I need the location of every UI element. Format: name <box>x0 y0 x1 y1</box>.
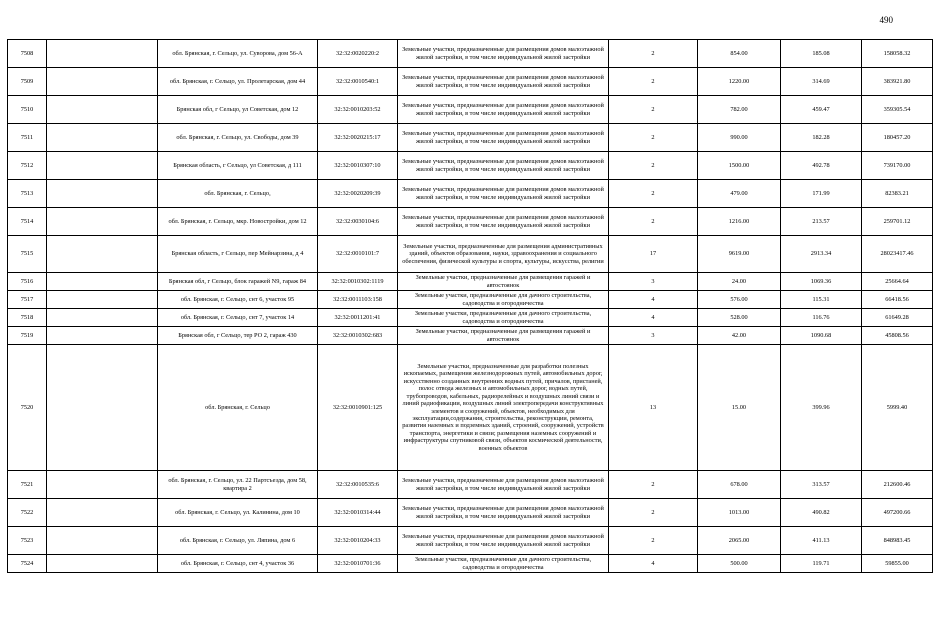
cell-address: обл. Брянская, г. Сельцо <box>158 345 318 471</box>
cell-cadastral-value: 848983.45 <box>862 527 933 555</box>
cell-group-code: 3 <box>609 327 698 345</box>
table-row <box>8 499 933 527</box>
cell-row-number: 7509 <box>8 68 47 96</box>
cell-permitted-use: Земельные участки, предназначенные для размещения домов малоэтажной жилой застройки, в том числе индивидуальной жилой застройки <box>398 152 609 180</box>
cell-group-code: 4 <box>609 555 698 573</box>
cell-cadastral-value: 158058.32 <box>862 40 933 68</box>
cell-area: 782.00 <box>698 96 781 124</box>
cell-empty <box>47 471 158 499</box>
table-row <box>8 273 933 291</box>
cell-group-code: 4 <box>609 291 698 309</box>
cell-cadastral-value: 82383.21 <box>862 180 933 208</box>
cell-cadastral-number: 32:32:0010314:44 <box>318 499 398 527</box>
cell-empty <box>47 309 158 327</box>
cell-area: 528.00 <box>698 309 781 327</box>
cell-permitted-use: Земельные участки, предназначенные для размещения гаражей и автостоянок <box>398 327 609 345</box>
cell-cadastral-number: 32:32:0020220:2 <box>318 40 398 68</box>
cell-permitted-use: Земельные участки, предназначенные для дачного строительства, садоводства и огородничества <box>398 291 609 309</box>
cell-address: обл. Брянская, г. Сельцо, ул. Пролетарская, дом 44 <box>158 68 318 96</box>
table-row <box>8 291 933 309</box>
cell-cadastral-number: 32:32:0010302:1119 <box>318 273 398 291</box>
cell-cadastral-number: 32:32:0010307:10 <box>318 152 398 180</box>
cell-group-code: 13 <box>609 345 698 471</box>
cell-specific-value: 490.82 <box>781 499 862 527</box>
cell-cadastral-number: 32:32:0010204:33 <box>318 527 398 555</box>
cell-address: обл. Брянская, г. Сельцо, ул. Суворова, дом 56-А <box>158 40 318 68</box>
cell-row-number: 7521 <box>8 471 47 499</box>
cell-specific-value: 213.57 <box>781 208 862 236</box>
cell-specific-value: 171.99 <box>781 180 862 208</box>
cell-empty <box>47 327 158 345</box>
cell-cadastral-number: 32:32:0010203:52 <box>318 96 398 124</box>
cell-address: обл. Брянская, г. Сельцо, <box>158 180 318 208</box>
cell-cadastral-value: 383921.80 <box>862 68 933 96</box>
cell-area: 500.00 <box>698 555 781 573</box>
cell-group-code: 3 <box>609 273 698 291</box>
cell-empty <box>47 152 158 180</box>
cell-empty <box>47 273 158 291</box>
cell-group-code: 2 <box>609 499 698 527</box>
cell-row-number: 7522 <box>8 499 47 527</box>
cell-group-code: 17 <box>609 236 698 273</box>
cell-cadastral-value: 359305.54 <box>862 96 933 124</box>
cell-cadastral-value: 739170.00 <box>862 152 933 180</box>
cell-address: обл. Брянская, г. Сельцо, снт 4, участок 36 <box>158 555 318 573</box>
table-row <box>8 180 933 208</box>
cell-cadastral-value: 28023417.46 <box>862 236 933 273</box>
cell-cadastral-number: 32:32:0011201:41 <box>318 309 398 327</box>
cell-group-code: 2 <box>609 96 698 124</box>
table-row <box>8 40 933 68</box>
table-row <box>8 345 933 471</box>
table-row <box>8 208 933 236</box>
cell-row-number: 7518 <box>8 309 47 327</box>
cell-row-number: 7514 <box>8 208 47 236</box>
cell-area: 1013.00 <box>698 499 781 527</box>
cell-permitted-use: Земельные участки, предназначенные для размещения домов малоэтажной жилой застройки, в том числе индивидуальной жилой застройки <box>398 471 609 499</box>
cell-group-code: 2 <box>609 527 698 555</box>
cell-row-number: 7512 <box>8 152 47 180</box>
cell-cadastral-number: 32:32:0010540:1 <box>318 68 398 96</box>
cell-cadastral-value: 259701.12 <box>862 208 933 236</box>
cell-permitted-use: Земельные участки, предназначенные для размещения домов малоэтажной жилой застройки, в том числе индивидуальной жилой застройки <box>398 180 609 208</box>
cell-cadastral-number: 32:32:0020209:39 <box>318 180 398 208</box>
cell-specific-value: 2913.34 <box>781 236 862 273</box>
cell-address: обл. Брянская, г. Сельцо, мкр. Новостройки, дом 12 <box>158 208 318 236</box>
cell-specific-value: 314.69 <box>781 68 862 96</box>
cell-address: обл. Брянская, г. Сельцо, снт 6, участок 95 <box>158 291 318 309</box>
cell-group-code: 2 <box>609 124 698 152</box>
table-row <box>8 327 933 345</box>
cell-empty <box>47 96 158 124</box>
cell-area: 1500.00 <box>698 152 781 180</box>
cell-address: Брянская обл, г Сельцо, блок гаражей N9, гараж 84 <box>158 273 318 291</box>
cell-row-number: 7515 <box>8 236 47 273</box>
cell-area: 990.00 <box>698 124 781 152</box>
cell-specific-value: 116.76 <box>781 309 862 327</box>
table-row <box>8 555 933 573</box>
cell-cadastral-number: 32:32:0010101:7 <box>318 236 398 273</box>
cell-cadastral-value: 180457.20 <box>862 124 933 152</box>
cell-area: 576.00 <box>698 291 781 309</box>
cell-permitted-use: Земельные участки, предназначенные для разработки полезных ископаемых, размещения железнодорожных путей, автомобильных дорог, искусственно созданных внутренних водных путей, причалов, пристаней, полос отвода железных и автомобильных дорог, водных путей, трубопроводов, кабельных, радиорелейных и воздушных линий связи и линий радиофикации, воздушных линий электропередачи конструктивных элементов и сооружений, объектов, необходимых для эксплуатации,содержания, строительства, реконструкции, ремонта, развития наземных и подземных зданий, строений, сооружений, устройств транспорта, энергетики и связи; размещения наземных сооружений и инфраструктуры спутниковой связи, объектов космической деятельности, военных объектов <box>398 345 609 471</box>
cell-specific-value: 399.96 <box>781 345 862 471</box>
cell-area: 9619.00 <box>698 236 781 273</box>
cell-specific-value: 459.47 <box>781 96 862 124</box>
cell-permitted-use: Земельные участки, предназначенные для размещения административных зданий, объектов образования, науки, здравоохранения и социального обеспечения, физической культуры и спорта, культуры, искусства, религии <box>398 236 609 273</box>
cell-cadastral-value: 66418.56 <box>862 291 933 309</box>
cell-permitted-use: Земельные участки, предназначенные для дачного строительства, садоводства и огородничества <box>398 309 609 327</box>
cell-row-number: 7511 <box>8 124 47 152</box>
cell-area: 24.00 <box>698 273 781 291</box>
cell-group-code: 2 <box>609 68 698 96</box>
cell-address: обл. Брянская, г. Сельцо, ул. 22 Партсъезда, дом 58, квартира 2 <box>158 471 318 499</box>
cell-address: обл. Брянская, г. Сельцо, ул. Свободы, дом 39 <box>158 124 318 152</box>
cell-address: Брянская обл, г Сельцо, ул Советская, дом 12 <box>158 96 318 124</box>
cell-cadastral-number: 32:32:0020215:17 <box>318 124 398 152</box>
cell-cadastral-number: 32:32:0010535:6 <box>318 471 398 499</box>
page-number: 490 <box>879 15 893 25</box>
cell-empty <box>47 68 158 96</box>
cell-row-number: 7524 <box>8 555 47 573</box>
cell-specific-value: 1090.68 <box>781 327 862 345</box>
cell-cadastral-number: 32:32:0010302:683 <box>318 327 398 345</box>
cell-area: 42.00 <box>698 327 781 345</box>
cell-area: 479.00 <box>698 180 781 208</box>
cell-row-number: 7513 <box>8 180 47 208</box>
cell-group-code: 2 <box>609 180 698 208</box>
cell-empty <box>47 236 158 273</box>
table-row <box>8 236 933 273</box>
cell-row-number: 7520 <box>8 345 47 471</box>
cell-address: Брянская обл, г Сельцо, тер РО 2, гараж 430 <box>158 327 318 345</box>
cell-empty <box>47 499 158 527</box>
cell-permitted-use: Земельные участки, предназначенные для размещения домов малоэтажной жилой застройки, в том числе индивидуальной жилой застройки <box>398 124 609 152</box>
table-row <box>8 124 933 152</box>
cell-address: обл. Брянская, г. Сельцо, ул. Калинина, дом 10 <box>158 499 318 527</box>
cell-group-code: 2 <box>609 152 698 180</box>
cell-empty <box>47 124 158 152</box>
cell-cadastral-value: 5999.40 <box>862 345 933 471</box>
registry-body <box>8 40 933 573</box>
cell-specific-value: 1069.36 <box>781 273 862 291</box>
table-row <box>8 471 933 499</box>
cell-empty <box>47 555 158 573</box>
cell-address: Брянская область, г Сельцо, пер Мейнарзина, д 4 <box>158 236 318 273</box>
cell-permitted-use: Земельные участки, предназначенные для размещения домов малоэтажной жилой застройки, в том числе индивидуальной жилой застройки <box>398 40 609 68</box>
cell-specific-value: 119.71 <box>781 555 862 573</box>
cell-cadastral-number: 32:32:0011103:158 <box>318 291 398 309</box>
cell-area: 678.00 <box>698 471 781 499</box>
cell-specific-value: 115.31 <box>781 291 862 309</box>
cell-cadastral-value: 59855.00 <box>862 555 933 573</box>
cell-cadastral-value: 25664.64 <box>862 273 933 291</box>
table-row <box>8 309 933 327</box>
cell-permitted-use: Земельные участки, предназначенные для размещения домов малоэтажной жилой застройки, в том числе индивидуальной жилой застройки <box>398 208 609 236</box>
cell-row-number: 7508 <box>8 40 47 68</box>
cell-cadastral-number: 32:32:0010701:36 <box>318 555 398 573</box>
cell-area: 2065.00 <box>698 527 781 555</box>
cell-group-code: 2 <box>609 40 698 68</box>
cell-specific-value: 313.57 <box>781 471 862 499</box>
cell-permitted-use: Земельные участки, предназначенные для размещения домов малоэтажной жилой застройки, в том числе индивидуальной жилой застройки <box>398 96 609 124</box>
land-registry-table <box>7 39 933 573</box>
cell-area: 1216.00 <box>698 208 781 236</box>
cell-empty <box>47 291 158 309</box>
cell-specific-value: 411.13 <box>781 527 862 555</box>
cell-permitted-use: Земельные участки, предназначенные для размещения домов малоэтажной жилой застройки, в том числе индивидуальной жилой застройки <box>398 527 609 555</box>
cell-address: обл. Брянская, г. Сельцо, снт 7, участок 14 <box>158 309 318 327</box>
table-row <box>8 68 933 96</box>
cell-row-number: 7516 <box>8 273 47 291</box>
cell-cadastral-number: 32:32:0030104:6 <box>318 208 398 236</box>
cell-specific-value: 492.78 <box>781 152 862 180</box>
cell-row-number: 7517 <box>8 291 47 309</box>
cell-address: обл. Брянская, г. Сельцо, ул. Ляпина, дом 6 <box>158 527 318 555</box>
cell-empty <box>47 208 158 236</box>
cell-row-number: 7523 <box>8 527 47 555</box>
table-row <box>8 527 933 555</box>
cell-permitted-use: Земельные участки, предназначенные для размещения домов малоэтажной жилой застройки, в том числе индивидуальной жилой застройки <box>398 499 609 527</box>
cell-cadastral-number: 32:32:0010901:125 <box>318 345 398 471</box>
cell-empty <box>47 345 158 471</box>
cell-row-number: 7519 <box>8 327 47 345</box>
cell-specific-value: 185.08 <box>781 40 862 68</box>
cell-cadastral-value: 497200.66 <box>862 499 933 527</box>
cell-cadastral-value: 45808.56 <box>862 327 933 345</box>
cell-area: 854.00 <box>698 40 781 68</box>
cell-group-code: 2 <box>609 208 698 236</box>
cell-permitted-use: Земельные участки, предназначенные для размещения домов малоэтажной жилой застройки, в том числе индивидуальной жилой застройки <box>398 68 609 96</box>
cell-row-number: 7510 <box>8 96 47 124</box>
cell-cadastral-value: 61649.28 <box>862 309 933 327</box>
cell-area: 15.00 <box>698 345 781 471</box>
cell-empty <box>47 180 158 208</box>
table-row <box>8 96 933 124</box>
cell-cadastral-value: 212600.46 <box>862 471 933 499</box>
table-row <box>8 152 933 180</box>
cell-empty <box>47 527 158 555</box>
cell-specific-value: 182.28 <box>781 124 862 152</box>
cell-permitted-use: Земельные участки, предназначенные для дачного строительства, садоводства и огородничества <box>398 555 609 573</box>
cell-area: 1220.00 <box>698 68 781 96</box>
cell-group-code: 2 <box>609 471 698 499</box>
cell-address: Брянская область, г Сельцо, ул Советская, д 111 <box>158 152 318 180</box>
cell-group-code: 4 <box>609 309 698 327</box>
cell-empty <box>47 40 158 68</box>
cell-permitted-use: Земельные участки, предназначенные для размещения гаражей и автостоянок <box>398 273 609 291</box>
